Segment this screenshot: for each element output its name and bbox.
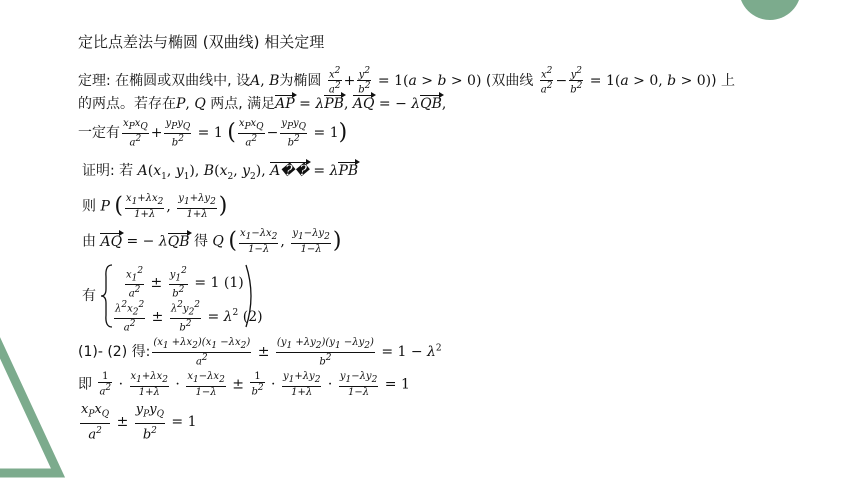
proof-text: 得 — [193, 233, 208, 250]
proof-label: 证明: 若 — [82, 163, 134, 179]
proof-line-1: 证明: 若 $A(x_1$, $y_1$), $B(x_2$, $y_2$), A�� = λPB — [82, 163, 359, 182]
fraction: $\frac{(y_1 +\lambda y_2)(y_1 -\lambda y_2)}{b^2}$ — [276, 337, 374, 368]
fraction: $\frac{y_Py_Q}{b^2}$ — [281, 118, 307, 149]
fraction: $\frac{x_1-\lambda x_2}{1-\lambda}$ — [187, 371, 225, 398]
equation-tag: (1) — [223, 274, 244, 291]
equation-tag: (2) — [242, 308, 263, 325]
fraction: $\frac{y_1^2}{b^2}$ — [169, 266, 187, 300]
theorem-text: 在椭圆或双曲线中, 设 — [115, 72, 251, 89]
fraction: $\frac{y_1+\lambda y_2}{1+\lambda}$ — [282, 371, 321, 398]
fraction: $\frac{y_1-\lambda y_2}{1-\lambda}$ — [339, 371, 378, 398]
fraction: $\frac{\lambda^2y_2^2}{b^2}$ — [170, 300, 201, 334]
fraction: $\frac{(x_1 +\lambda x_2)(x_1 -\lambda x_2)}{a^2}$ — [153, 337, 251, 368]
fraction: $\frac{x_1^2}{a^2}$ — [126, 266, 144, 300]
ji-line: 即 $\frac{1}{a^2}$ · $\frac{x_1+\lambda x_2}{1+\lambda}$ · $\frac{x_1-\lambda x_2}{1-\lambda}$ ± $\frac{1}{b^2}$ · $\frac{y_1+\lambda y_2}{1+\lambda}$ · $\frac{y_1-\lambda y_2}{1-\lambda}$ = 1 — [78, 371, 410, 398]
proof-line-2: 则 P ( $\frac{x_1+\lambda x_2}{1+\lambda}$ , $\frac{y_1+\lambda y_2}{1+\lambda}$ ) — [82, 193, 228, 220]
fraction: $\frac{x^2}{a^2}$ — [540, 66, 553, 96]
theorem-line-2: 的两点。若存在P, Q 两点, 满足AP = λPB, AQ = − λQB, — [78, 96, 447, 112]
fraction: $\frac{x_Px_Q}{a^2}$ — [123, 118, 148, 149]
fraction: $\frac{y_Py_Q}{b^2}$ — [165, 118, 191, 149]
theorem-text: (双曲线 — [485, 72, 534, 89]
fraction: $\frac{1}{a^2}$ — [99, 371, 112, 398]
fraction: $\frac{y_1+\lambda y_2}{1+\lambda}$ — [178, 193, 216, 220]
theorem-text: ) 上 — [711, 72, 736, 89]
proof-text: (1)- (2) 得: — [78, 344, 151, 361]
fraction: $\frac{y_Py_Q}{b^2}$ — [135, 402, 164, 442]
equation-2: $\frac{\lambda^2x_2^2}{a^2}$ ± $\frac{\lambda^2y_2^2}{b^2}$ = $\lambda^2$ (2) — [115, 300, 263, 334]
theorem-line-1: 定理: 在椭圆或双曲线中, 设A, B为椭圆 $\frac{x^2}{a^2}$ + $\frac{y^2}{b^2}$ = 1(a > b > 0) (双曲线 $\frac{x^2}{a^2}$ − $\frac{y^2}{b^2}$ = 1(a > 0, b > 0)) 上 — [78, 66, 736, 96]
theorem-text: 的两点。若存在 — [78, 96, 176, 112]
final-equation: $\frac{x_Px_Q}{a^2}$ ± $\frac{y_Py_Q}{b^2}$ = 1 — [81, 402, 197, 442]
have-label: 有 — [82, 288, 96, 304]
proof-text: 则 — [82, 198, 96, 215]
proof-text: 即 — [78, 376, 92, 393]
theorem-text: 为椭圆 — [279, 72, 322, 89]
theorem-text: 一定有 — [78, 125, 120, 142]
page-title: 定比点差法与椭圆 (双曲线) 相关定理 — [78, 33, 325, 51]
equation-1: $\frac{x_1^2}{a^2}$ ± $\frac{y_1^2}{b^2}$ = 1 (1) — [126, 266, 244, 300]
theorem-line-3: 一定有 $\frac{x_Px_Q}{a^2}$ + $\frac{y_Py_Q}{b^2}$ = 1 ( $\frac{x_Px_Q}{a^2}$ − $\frac{y_Py_Q}{b^2}$ = 1) — [78, 118, 348, 149]
theorem-label: 定理: — [78, 72, 116, 89]
fraction: $\frac{1}{b^2}$ — [251, 371, 264, 398]
decorative-triangle — [0, 295, 80, 484]
fraction: $\frac{x_Px_Q}{a^2}$ — [238, 118, 264, 149]
theorem-text: 两点, 满足 — [210, 96, 276, 112]
fraction: $\frac{y^2}{b^2}$ — [358, 66, 371, 96]
fraction: $\frac{x_1-\lambda x_2}{1-\lambda}$ — [239, 228, 278, 255]
subtract-line: (1)- (2) 得: $\frac{(x_1 +\lambda x_2)(x_1 -\lambda x_2)}{a^2}$ ± $\frac{(y_1 +\lambda y_2)(y_1 -\lambda y_2)}{b^2}$ = $1 - \lambda^2$ — [78, 337, 442, 368]
proof-text: 由 — [82, 233, 96, 250]
proof-line-3: 由 AQ = − λQB 得 Q ( $\frac{x_1-\lambda x_2}{1-\lambda}$ , $\frac{y_1-\lambda y_2}{1-\lambda}$ ) — [82, 228, 342, 255]
fraction: $\frac{x_1+\lambda x_2}{1+\lambda}$ — [130, 371, 168, 398]
fraction: $\frac{x^2}{a^2}$ — [328, 66, 341, 96]
decorative-circle — [739, 0, 801, 20]
right-paren-icon — [244, 263, 258, 329]
fraction: $\frac{y_1-\lambda y_2}{1-\lambda}$ — [292, 228, 330, 255]
fraction: $\frac{\lambda^2x_2^2}{a^2}$ — [115, 300, 145, 334]
fraction: $\frac{y^2}{b^2}$ — [570, 66, 583, 96]
fraction: $\frac{x_1+\lambda x_2}{1+\lambda}$ — [125, 193, 164, 220]
fraction: $\frac{x_Px_Q}{a^2}$ — [81, 402, 110, 442]
